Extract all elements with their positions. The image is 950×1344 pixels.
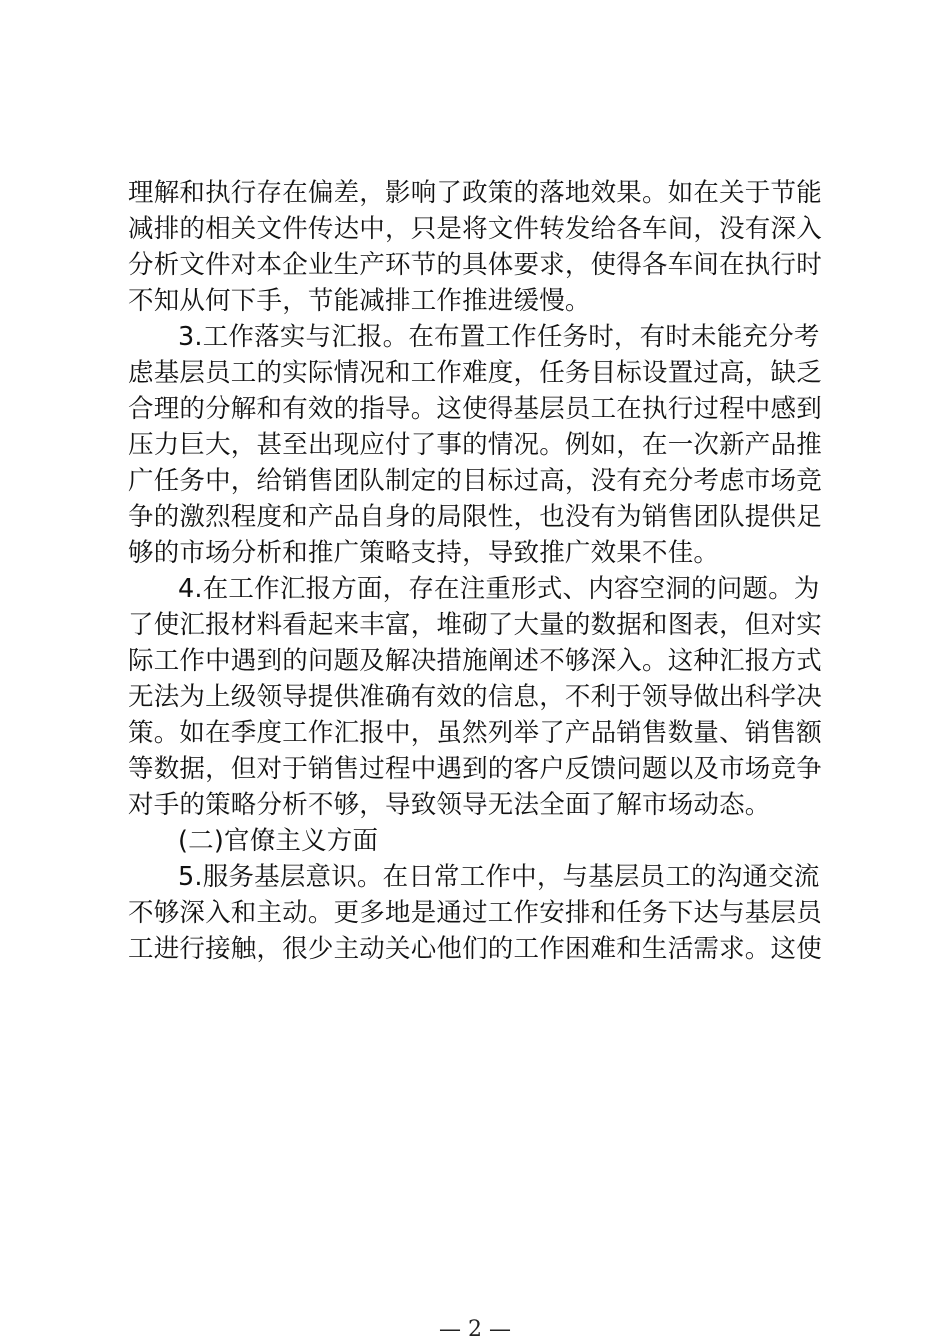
text-line: 理解和执行存在偏差，影响了政策的落地效果。如在关于节能 bbox=[128, 178, 822, 208]
text-line: 不够深入和主动。更多地是通过工作安排和任务下达与基层员 bbox=[128, 898, 822, 928]
paragraph-start-line: 4.在工作汇报方面，存在注重形式、内容空洞的问题。为 bbox=[178, 574, 820, 604]
text-line: 了使汇报材料看起来丰富，堆砌了大量的数据和图表，但对实 bbox=[128, 610, 822, 640]
text-line: 对手的策略分析不够，导致领导无法全面了解市场动态。 bbox=[128, 790, 771, 820]
text-line: 际工作中遇到的问题及解决措施阐述不够深入。这种汇报方式 bbox=[128, 646, 822, 676]
paragraph-start-line: 5.服务基层意识。在日常工作中，与基层员工的沟通交流 bbox=[178, 862, 820, 892]
document-body bbox=[128, 175, 822, 967]
page-number: — 2 — bbox=[439, 1317, 511, 1342]
section-heading: (二)官僚主义方面 bbox=[178, 826, 379, 856]
text-line: 压力巨大，甚至出现应付了事的情况。例如，在一次新产品推 bbox=[128, 430, 822, 460]
text-line: 分析文件对本企业生产环节的具体要求，使得各车间在执行时 bbox=[128, 250, 822, 280]
text-line: 减排的相关文件传达中，只是将文件转发给各车间，没有深入 bbox=[128, 214, 822, 244]
text-line: 够的市场分析和推广策略支持，导致推广效果不佳。 bbox=[128, 538, 720, 568]
text-line: 合理的分解和有效的指导。这使得基层员工在执行过程中感到 bbox=[128, 394, 822, 424]
text-line: 广任务中，给销售团队制定的目标过高，没有充分考虑市场竞 bbox=[128, 466, 822, 496]
text-line: 争的激烈程度和产品自身的局限性，也没有为销售团队提供足 bbox=[128, 502, 822, 532]
text-line: 策。如在季度工作汇报中，虽然列举了产品销售数量、销售额 bbox=[128, 718, 822, 748]
text-line: 不知从何下手，节能减排工作推进缓慢。 bbox=[128, 286, 591, 316]
text-line: 虑基层员工的实际情况和工作难度，任务目标设置过高，缺乏 bbox=[128, 358, 822, 388]
text-line: 等数据，但对于销售过程中遇到的客户反馈问题以及市场竞争 bbox=[128, 754, 822, 784]
text-line: 无法为上级领导提供准确有效的信息，不利于领导做出科学决 bbox=[128, 682, 822, 712]
paragraph-start-line: 3.工作落实与汇报。在布置工作任务时，有时未能充分考 bbox=[178, 322, 820, 352]
text-line: 工进行接触，很少主动关心他们的工作困难和生活需求。这使 bbox=[128, 934, 822, 964]
